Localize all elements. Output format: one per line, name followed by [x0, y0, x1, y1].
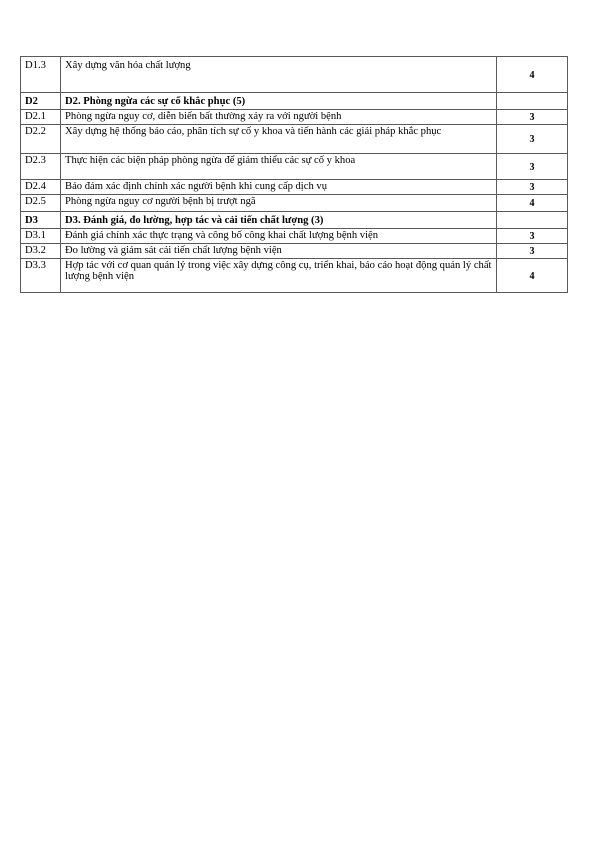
- group-code: D3: [21, 212, 61, 229]
- criterion-code: D3.1: [21, 229, 61, 244]
- table-row: [21, 229, 568, 244]
- criterion-code: D2.1: [21, 110, 61, 125]
- criterion-score: 4: [497, 57, 568, 93]
- group-title: D3. Đánh giá, đo lường, hợp tác và cải tiến chất lượng (3): [61, 212, 497, 229]
- group-code: D2: [21, 93, 61, 110]
- criterion-score: 3: [497, 110, 568, 125]
- criterion-code: D2.4: [21, 180, 61, 195]
- group-header-row: [21, 212, 568, 229]
- table-row: [21, 125, 568, 154]
- criterion-code: D3.3: [21, 259, 61, 293]
- criterion-name: Đo lường và giám sát cải tiến chất lượng bệnh viện: [61, 244, 497, 259]
- criterion-name: Thực hiện các biện pháp phòng ngừa để giảm thiểu các sự cố y khoa: [61, 154, 497, 180]
- group-score: [497, 93, 568, 110]
- table-row: [21, 195, 568, 212]
- table-row: [21, 180, 568, 195]
- criterion-name: Đánh giá chính xác thực trạng và công bố công khai chất lượng bệnh viện: [61, 229, 497, 244]
- table-row: [21, 57, 568, 93]
- criterion-score: 3: [497, 229, 568, 244]
- criterion-code: D1.3: [21, 57, 61, 93]
- criterion-name: Xây dựng hệ thống báo cáo, phân tích sự cố y khoa và tiến hành các giải pháp khắc phục: [61, 125, 497, 154]
- criterion-code: D2.2: [21, 125, 61, 154]
- criterion-score: 3: [497, 154, 568, 180]
- criterion-score: 3: [497, 125, 568, 154]
- criterion-score: 4: [497, 259, 568, 293]
- criterion-code: D3.2: [21, 244, 61, 259]
- criterion-name: Hợp tác với cơ quan quản lý trong việc xây dựng công cụ, triển khai, báo cáo hoạt động quản lý chất lượng bệnh viện: [61, 259, 497, 293]
- criterion-name: Bảo đảm xác định chính xác người bệnh khi cung cấp dịch vụ: [61, 180, 497, 195]
- criterion-name: Phòng ngừa nguy cơ người bệnh bị trượt ngã: [61, 195, 497, 212]
- criterion-code: D2.3: [21, 154, 61, 180]
- group-title: D2. Phòng ngừa các sự cố khắc phục (5): [61, 93, 497, 110]
- criterion-code: D2.5: [21, 195, 61, 212]
- table-row: [21, 244, 568, 259]
- table-row: [21, 154, 568, 180]
- table-row: [21, 110, 568, 125]
- table-row: [21, 259, 568, 293]
- criterion-score: 3: [497, 180, 568, 195]
- criteria-table: [20, 56, 568, 293]
- group-header-row: [21, 93, 568, 110]
- criterion-score: 4: [497, 195, 568, 212]
- criterion-name: Phòng ngừa nguy cơ, diễn biến bất thường xảy ra với người bệnh: [61, 110, 497, 125]
- criterion-name: Xây dựng văn hóa chất lượng: [61, 57, 497, 93]
- criterion-score: 3: [497, 244, 568, 259]
- group-score: [497, 212, 568, 229]
